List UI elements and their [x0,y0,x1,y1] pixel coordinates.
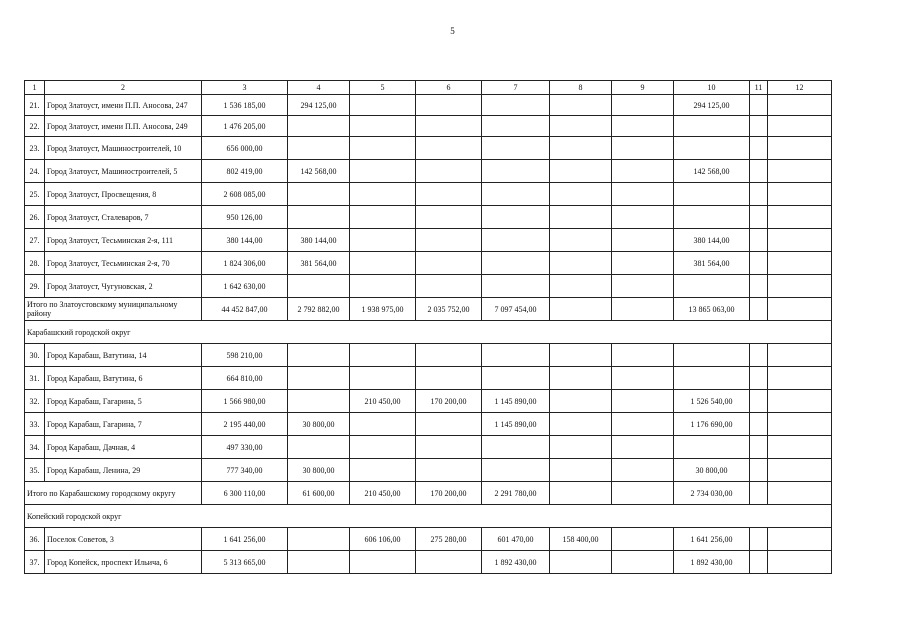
value-cell: 1 176 690,00 [674,413,750,436]
value-cell [768,160,832,183]
value-cell [350,436,416,459]
value-cell [288,344,350,367]
value-cell [350,551,416,574]
value-cell: 294 125,00 [674,95,750,116]
value-cell: 1 145 890,00 [482,390,550,413]
value-cell: 1 566 980,00 [202,390,288,413]
value-cell [674,344,750,367]
value-cell: 381 564,00 [674,252,750,275]
value-cell: 950 126,00 [202,206,288,229]
total-value-cell: 210 450,00 [350,482,416,505]
row-number: 24. [25,160,45,183]
section-heading: Карабашский городской округ [25,321,832,344]
value-cell: 1 642 630,00 [202,275,288,298]
value-cell [288,436,350,459]
value-cell [750,551,768,574]
value-cell [768,528,832,551]
address-cell: Город Карабаш, Ватутина, 6 [45,367,202,390]
value-cell [768,206,832,229]
value-cell [416,183,482,206]
total-value-cell: 13 865 063,00 [674,298,750,321]
total-row [25,298,832,321]
column-number-4: 4 [288,81,350,95]
total-value-cell [768,298,832,321]
total-value-cell [550,482,612,505]
value-cell: 380 144,00 [202,229,288,252]
value-cell [350,413,416,436]
value-cell [416,160,482,183]
column-number-3: 3 [202,81,288,95]
total-label: Итого по Карабашскому городскому округу [25,482,202,505]
value-cell [674,137,750,160]
table-row [25,229,832,252]
value-cell [350,367,416,390]
row-number: 37. [25,551,45,574]
value-cell: 497 330,00 [202,436,288,459]
value-cell [550,459,612,482]
value-cell: 1 824 306,00 [202,252,288,275]
value-cell [768,95,832,116]
column-number-8: 8 [550,81,612,95]
value-cell [416,413,482,436]
total-value-cell [768,482,832,505]
total-value-cell [612,482,674,505]
total-value-cell: 2 792 882,00 [288,298,350,321]
value-cell [768,413,832,436]
value-cell [612,436,674,459]
value-cell [288,275,350,298]
value-cell [350,206,416,229]
address-cell: Поселок Советов, 3 [45,528,202,551]
value-cell [288,528,350,551]
row-number: 34. [25,436,45,459]
value-cell [550,436,612,459]
table-row [25,390,832,413]
row-number: 22. [25,116,45,137]
address-cell: Город Копейск, проспект Ильича, 6 [45,551,202,574]
total-value-cell: 170 200,00 [416,482,482,505]
column-number-5: 5 [350,81,416,95]
value-cell [612,229,674,252]
total-value-cell: 44 452 847,00 [202,298,288,321]
row-number: 28. [25,252,45,275]
table-row [25,183,832,206]
section-row [25,505,832,528]
value-cell [612,367,674,390]
value-cell [482,229,550,252]
table-row [25,413,832,436]
table-row [25,367,832,390]
total-value-cell: 6 300 110,00 [202,482,288,505]
value-cell: 1 526 540,00 [674,390,750,413]
value-cell [612,344,674,367]
value-cell [550,413,612,436]
value-cell [750,344,768,367]
value-cell [612,528,674,551]
value-cell [750,459,768,482]
value-cell [674,183,750,206]
value-cell: 142 568,00 [674,160,750,183]
value-cell [416,116,482,137]
address-cell: Город Карабаш, Гагарина, 7 [45,413,202,436]
column-number-7: 7 [482,81,550,95]
value-cell [350,160,416,183]
value-cell [350,344,416,367]
value-cell: 380 144,00 [674,229,750,252]
value-cell [550,367,612,390]
value-cell [482,275,550,298]
table-row [25,116,832,137]
value-cell: 1 145 890,00 [482,413,550,436]
value-cell [482,436,550,459]
section-row [25,321,832,344]
value-cell: 1 641 256,00 [674,528,750,551]
value-cell: 1 476 205,00 [202,116,288,137]
value-cell [416,137,482,160]
value-cell: 1 892 430,00 [482,551,550,574]
value-cell: 802 419,00 [202,160,288,183]
value-cell [768,137,832,160]
value-cell [550,551,612,574]
value-cell: 777 340,00 [202,459,288,482]
table-row [25,95,832,116]
value-cell [750,390,768,413]
table-row [25,459,832,482]
value-cell [416,551,482,574]
row-number: 33. [25,413,45,436]
address-cell: Город Златоуст, имени П.П. Аносова, 249 [45,116,202,137]
table-row [25,528,832,551]
column-number-10: 10 [674,81,750,95]
value-cell [482,95,550,116]
value-cell [482,344,550,367]
value-cell [750,116,768,137]
address-cell: Город Златоуст, Просвещения, 8 [45,183,202,206]
value-cell [350,229,416,252]
value-cell [416,344,482,367]
value-cell [288,551,350,574]
value-cell [768,436,832,459]
value-cell: 30 800,00 [288,459,350,482]
value-cell [612,459,674,482]
value-cell [550,160,612,183]
value-cell: 170 200,00 [416,390,482,413]
value-cell [416,252,482,275]
value-cell [288,390,350,413]
value-cell: 2 608 085,00 [202,183,288,206]
total-value-cell: 2 734 030,00 [674,482,750,505]
address-cell: Город Карабаш, Гагарина, 5 [45,390,202,413]
row-number: 36. [25,528,45,551]
value-cell: 142 568,00 [288,160,350,183]
row-number: 21. [25,95,45,116]
table-row [25,436,832,459]
value-cell [674,367,750,390]
value-cell: 601 470,00 [482,528,550,551]
address-cell: Город Златоуст, Машиностроителей, 10 [45,137,202,160]
value-cell [750,252,768,275]
address-cell: Город Златоуст, Машиностроителей, 5 [45,160,202,183]
value-cell [288,206,350,229]
value-cell [768,344,832,367]
value-cell [768,252,832,275]
value-cell: 30 800,00 [674,459,750,482]
value-cell: 158 400,00 [550,528,612,551]
value-cell: 2 195 440,00 [202,413,288,436]
value-cell [612,275,674,298]
value-cell [750,367,768,390]
value-cell [750,436,768,459]
column-number-2: 2 [45,81,202,95]
value-cell [550,275,612,298]
table-row [25,252,832,275]
total-value-cell: 2 035 752,00 [416,298,482,321]
value-cell [416,229,482,252]
value-cell: 606 106,00 [350,528,416,551]
value-cell: 275 280,00 [416,528,482,551]
value-cell [674,275,750,298]
value-cell [612,390,674,413]
value-cell: 664 810,00 [202,367,288,390]
value-cell [288,367,350,390]
value-cell [550,229,612,252]
total-value-cell: 2 291 780,00 [482,482,550,505]
table-row [25,160,832,183]
column-number-6: 6 [416,81,482,95]
row-number: 27. [25,229,45,252]
value-cell [750,528,768,551]
value-cell [750,95,768,116]
address-cell: Город Карабаш, Дачная, 4 [45,436,202,459]
row-number: 23. [25,137,45,160]
value-cell [612,95,674,116]
value-cell [750,160,768,183]
value-cell [768,459,832,482]
value-cell [750,229,768,252]
total-label: Итого по Златоустовскому муниципальному району [25,298,202,321]
value-cell [550,344,612,367]
value-cell [288,116,350,137]
value-cell [550,116,612,137]
value-cell [416,367,482,390]
value-cell [768,390,832,413]
total-value-cell [750,298,768,321]
value-cell [550,206,612,229]
table-row [25,137,832,160]
value-cell [482,252,550,275]
address-cell: Город Златоуст, Сталеваров, 7 [45,206,202,229]
column-number-row [25,81,832,95]
value-cell [750,137,768,160]
value-cell [550,137,612,160]
value-cell [350,459,416,482]
table-row [25,551,832,574]
row-number: 30. [25,344,45,367]
value-cell: 294 125,00 [288,95,350,116]
value-cell [768,229,832,252]
total-value-cell: 7 097 454,00 [482,298,550,321]
value-cell [482,183,550,206]
address-cell: Город Златоуст, Тесьминская 2-я, 111 [45,229,202,252]
value-cell: 210 450,00 [350,390,416,413]
row-number: 29. [25,275,45,298]
value-cell: 598 210,00 [202,344,288,367]
address-cell: Город Златоуст, Чугуновская, 2 [45,275,202,298]
value-cell [288,183,350,206]
value-cell [750,183,768,206]
value-cell [350,116,416,137]
table-row [25,344,832,367]
row-number: 25. [25,183,45,206]
column-number-11: 11 [750,81,768,95]
total-value-cell: 1 938 975,00 [350,298,416,321]
value-cell [750,206,768,229]
total-value-cell [550,298,612,321]
value-cell [612,116,674,137]
value-cell: 656 000,00 [202,137,288,160]
column-number-1: 1 [25,81,45,95]
register-table [24,80,832,574]
value-cell [550,95,612,116]
value-cell [768,183,832,206]
table-row [25,206,832,229]
value-cell [550,390,612,413]
value-cell [612,551,674,574]
value-cell [674,206,750,229]
value-cell [482,367,550,390]
value-cell [612,252,674,275]
address-cell: Город Златоуст, Тесьминская 2-я, 70 [45,252,202,275]
value-cell [416,95,482,116]
value-cell: 30 800,00 [288,413,350,436]
table-row [25,275,832,298]
section-heading: Копейский городской округ [25,505,832,528]
column-number-12: 12 [768,81,832,95]
value-cell [750,275,768,298]
value-cell [674,436,750,459]
value-cell: 1 892 430,00 [674,551,750,574]
value-cell [350,137,416,160]
value-cell [350,95,416,116]
value-cell [612,413,674,436]
value-cell: 5 313 665,00 [202,551,288,574]
value-cell [482,137,550,160]
value-cell [416,275,482,298]
value-cell [612,160,674,183]
value-cell [550,252,612,275]
value-cell [482,116,550,137]
value-cell [750,413,768,436]
address-cell: Город Карабаш, Ленина, 29 [45,459,202,482]
value-cell: 380 144,00 [288,229,350,252]
value-cell [612,183,674,206]
value-cell [350,275,416,298]
total-value-cell: 61 600,00 [288,482,350,505]
value-cell [350,252,416,275]
address-cell: Город Карабаш, Ватутина, 14 [45,344,202,367]
value-cell [674,116,750,137]
value-cell [768,551,832,574]
value-cell [350,183,416,206]
value-cell [768,116,832,137]
value-cell: 1 536 185,00 [202,95,288,116]
value-cell: 1 641 256,00 [202,528,288,551]
value-cell [416,206,482,229]
value-cell [768,275,832,298]
value-cell [416,436,482,459]
row-number: 31. [25,367,45,390]
total-value-cell [612,298,674,321]
page-number: 5 [450,26,455,36]
value-cell [288,137,350,160]
value-cell [768,367,832,390]
address-cell: Город Златоуст, имени П.П. Аносова, 247 [45,95,202,116]
total-row [25,482,832,505]
row-number: 35. [25,459,45,482]
value-cell [612,137,674,160]
value-cell [482,206,550,229]
table-body [25,81,832,574]
value-cell [416,459,482,482]
value-cell: 381 564,00 [288,252,350,275]
row-number: 26. [25,206,45,229]
row-number: 32. [25,390,45,413]
value-cell [482,160,550,183]
value-cell [612,206,674,229]
value-cell [550,183,612,206]
value-cell [482,459,550,482]
total-value-cell [750,482,768,505]
column-number-9: 9 [612,81,674,95]
